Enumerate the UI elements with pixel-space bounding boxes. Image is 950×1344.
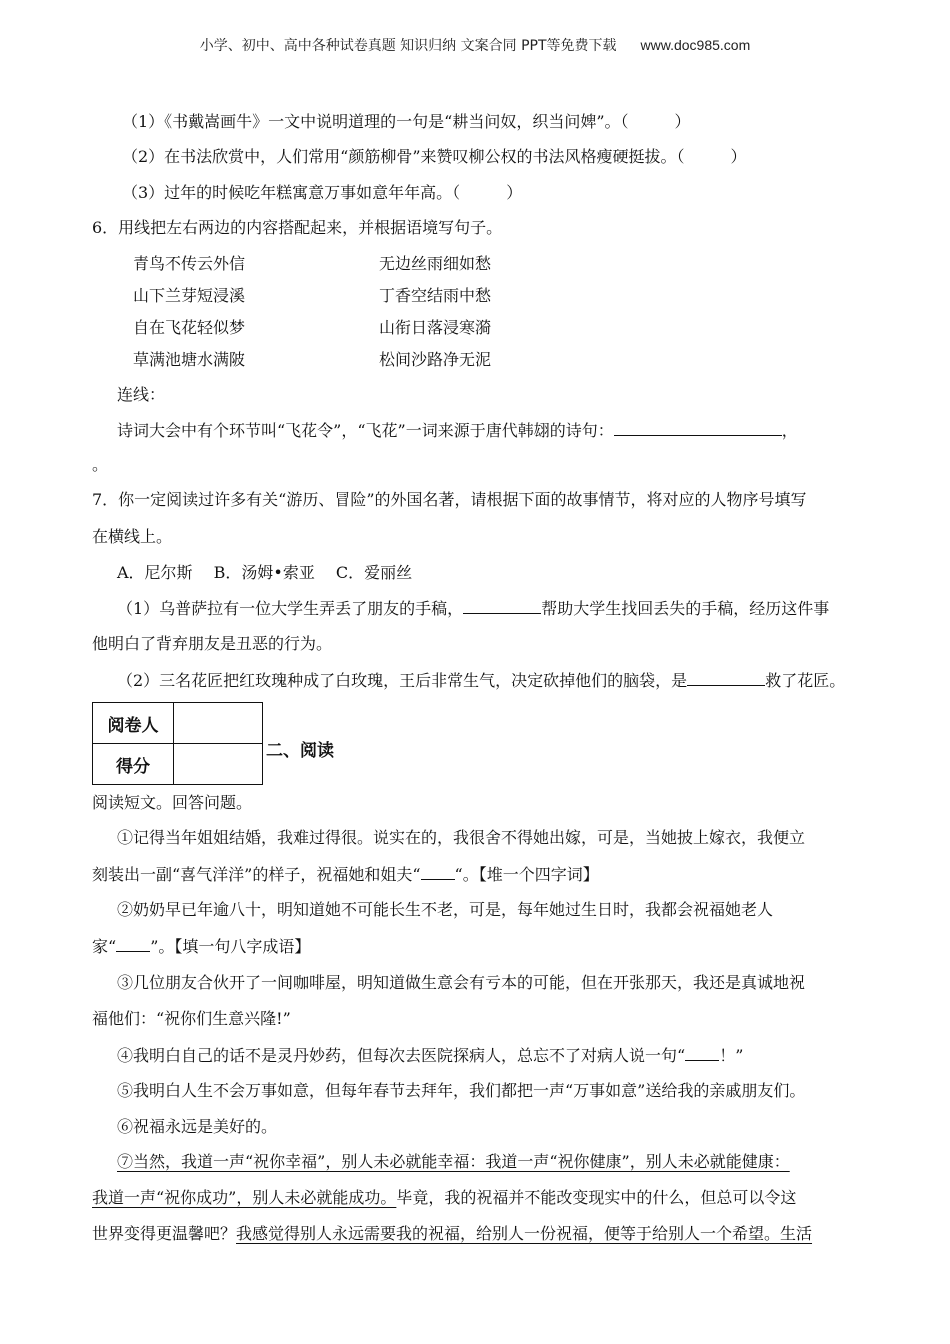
q7-blank-1[interactable] xyxy=(463,597,541,614)
reading-p7-l3: 世界变得更温馨吧？ xyxy=(92,1224,237,1243)
reading-p2-l2 xyxy=(92,935,310,958)
q7-p2-b: 救了花匠。 xyxy=(765,671,846,690)
q7-p1-a: （1）乌普萨拉有一位大学生弄丢了朋友的手稿， xyxy=(117,599,464,618)
reading-p1-l2a: 刻装出一副“喜气洋洋”的样子，祝福她和姐夫“ xyxy=(92,865,421,884)
reading-p2-l1: ②奶奶早已年逾八十，明知道她不可能长生不老，可是，每年她过生日时，我都会祝福她老人 xyxy=(117,900,774,919)
blank-four-char[interactable] xyxy=(421,863,455,880)
reading-p7-l2u: 我道一声“祝你成功”，别人未必就能成功。 xyxy=(92,1188,397,1207)
reading-p1-l2b: “。【堆一个四字词】 xyxy=(454,865,599,884)
q7-p1 xyxy=(117,597,829,620)
reading-p7-l3u: 我感觉得别人永远需要我的祝福，给别人一份祝福，便等于给别人一个希望。生活 xyxy=(236,1224,813,1243)
reading-p2-l2a: 家“ xyxy=(92,937,117,956)
q6-period: 。 xyxy=(92,455,109,474)
match-left-item[interactable]: 草满池塘水满陂 xyxy=(133,350,246,369)
blank-wish[interactable] xyxy=(685,1044,719,1061)
poem-blank[interactable] xyxy=(614,419,782,436)
reading-intro: 阅读短文。回答问题。 xyxy=(92,793,253,812)
score-cell[interactable] xyxy=(174,744,263,785)
match-left-item[interactable]: 自在飞花轻似梦 xyxy=(133,318,246,337)
q7-p1-line2: 他明白了背弃朋友是丑恶的行为。 xyxy=(92,634,333,653)
reading-p4b: ！” xyxy=(719,1046,744,1065)
reading-p5: ⑤我明白人生不会万事如意，但每年春节去拜年，我们都把一声“万事如意”送给我的亲戚朋友们。 xyxy=(117,1081,806,1100)
q7-title-line1: 7．你一定阅读过许多有关“游历、冒险”的外国名著，请根据下面的故事情节，将对应的人物序号填写 xyxy=(92,490,807,509)
match-right-item[interactable]: 丁香空结雨中愁 xyxy=(379,286,492,305)
reading-p2-l2b: ”。【填一句八字成语】 xyxy=(150,937,311,956)
q6-title: 6．用线把左右两边的内容搭配起来，并根据语境写句子。 xyxy=(92,218,503,237)
match-left-item[interactable]: 山下兰芽短浸溪 xyxy=(133,286,246,305)
judge-q2 xyxy=(122,146,747,168)
reading-p7-l1: ⑦当然，我道一声“祝你幸福”，别人未必就能幸福：我道一声“祝你健康”，别人未必就能健康： xyxy=(117,1152,790,1171)
reading-p4 xyxy=(117,1044,743,1067)
reading-p7-l2 xyxy=(92,1187,796,1209)
reading-p3-l2: 福他们：“祝你们生意兴隆!” xyxy=(92,1009,291,1028)
judge-q2-text: （2）在书法欣赏中，人们常用“颜筋柳骨”来赞叹柳公权的书法风格瘦硬挺拔。（ xyxy=(122,147,685,166)
header-text: 小学、初中、高中各种试卷真题 知识归纳 文案合同 PPT等免费下载 xyxy=(199,38,617,54)
judge-q3 xyxy=(122,182,522,204)
reviewer-label: 阅卷人 xyxy=(93,703,174,744)
page-header xyxy=(0,35,950,55)
q7-options: A．尼尔斯 B．汤姆•索亚 C．爱丽丝 xyxy=(117,563,413,582)
reading-p1-l1: ①记得当年姐姐结婚，我难过得很。说实在的，我很舍不得她出嫁，可是，当她披上嫁衣，我便立 xyxy=(117,828,806,847)
q6-sentence-text: 诗词大会中有个环节叫“飞花令”，“飞花”一词来源于唐代韩翃的诗句： xyxy=(117,421,614,440)
match-right-item[interactable]: 无边丝雨细如愁 xyxy=(379,254,492,273)
reading-p7-l3 xyxy=(92,1223,812,1245)
match-right-item[interactable]: 松间沙路净无泥 xyxy=(379,350,492,369)
judge-q1 xyxy=(122,111,691,133)
score-label: 得分 xyxy=(93,744,174,785)
blank-eight-char[interactable] xyxy=(116,935,150,952)
judge-q1-close: ） xyxy=(674,112,691,131)
q7-p1-b: 帮助大学生找回丢失的手稿，经历这件事 xyxy=(541,599,830,618)
match-left-item[interactable]: 青鸟不传云外信 xyxy=(133,254,246,273)
q7-blank-2[interactable] xyxy=(687,669,765,686)
judge-q2-close: ） xyxy=(730,147,747,166)
q6-comma: ， xyxy=(781,421,798,440)
reading-p6: ⑥祝福永远是美好的。 xyxy=(117,1117,278,1136)
judge-q3-text: （3）过年的时候吃年糕寓意万事如意年年高。（ xyxy=(122,183,461,202)
score-table xyxy=(92,702,263,785)
q6-sentence xyxy=(117,419,798,442)
match-right-item[interactable]: 山衔日落浸寒漪 xyxy=(379,318,492,337)
q7-p2-a: （2）三名花匠把红玫瑰种成了白玫瑰，王后非常生气，决定砍掉他们的脑袋，是 xyxy=(117,671,688,690)
reading-p4a: ④我明白自己的话不是灵丹妙药，但每次去医院探病人，总忘不了对病人说一句“ xyxy=(117,1046,686,1065)
judge-q3-close: ） xyxy=(506,183,523,202)
q7-title-line2: 在横线上。 xyxy=(92,527,173,546)
header-site: www.doc985.com xyxy=(640,37,751,53)
section-title: 二、阅读 xyxy=(266,741,334,761)
reviewer-cell[interactable] xyxy=(174,703,263,744)
link-label: 连线： xyxy=(117,385,166,404)
q7-p2 xyxy=(117,669,845,692)
reading-p1-l2 xyxy=(92,863,599,886)
reading-p7-l2: 毕竟，我的祝福并不能改变现实中的什么，但总可以令这 xyxy=(396,1188,797,1207)
judge-q1-text: （1）《书戴嵩画牛》一文中说明道理的一句是“耕当问奴，织当问婢”。（ xyxy=(122,112,629,131)
reading-p3-l1: ③几位朋友合伙开了一间咖啡屋，明知道做生意会有亏本的可能，但在开张那天，我还是真诚地祝 xyxy=(117,973,806,992)
